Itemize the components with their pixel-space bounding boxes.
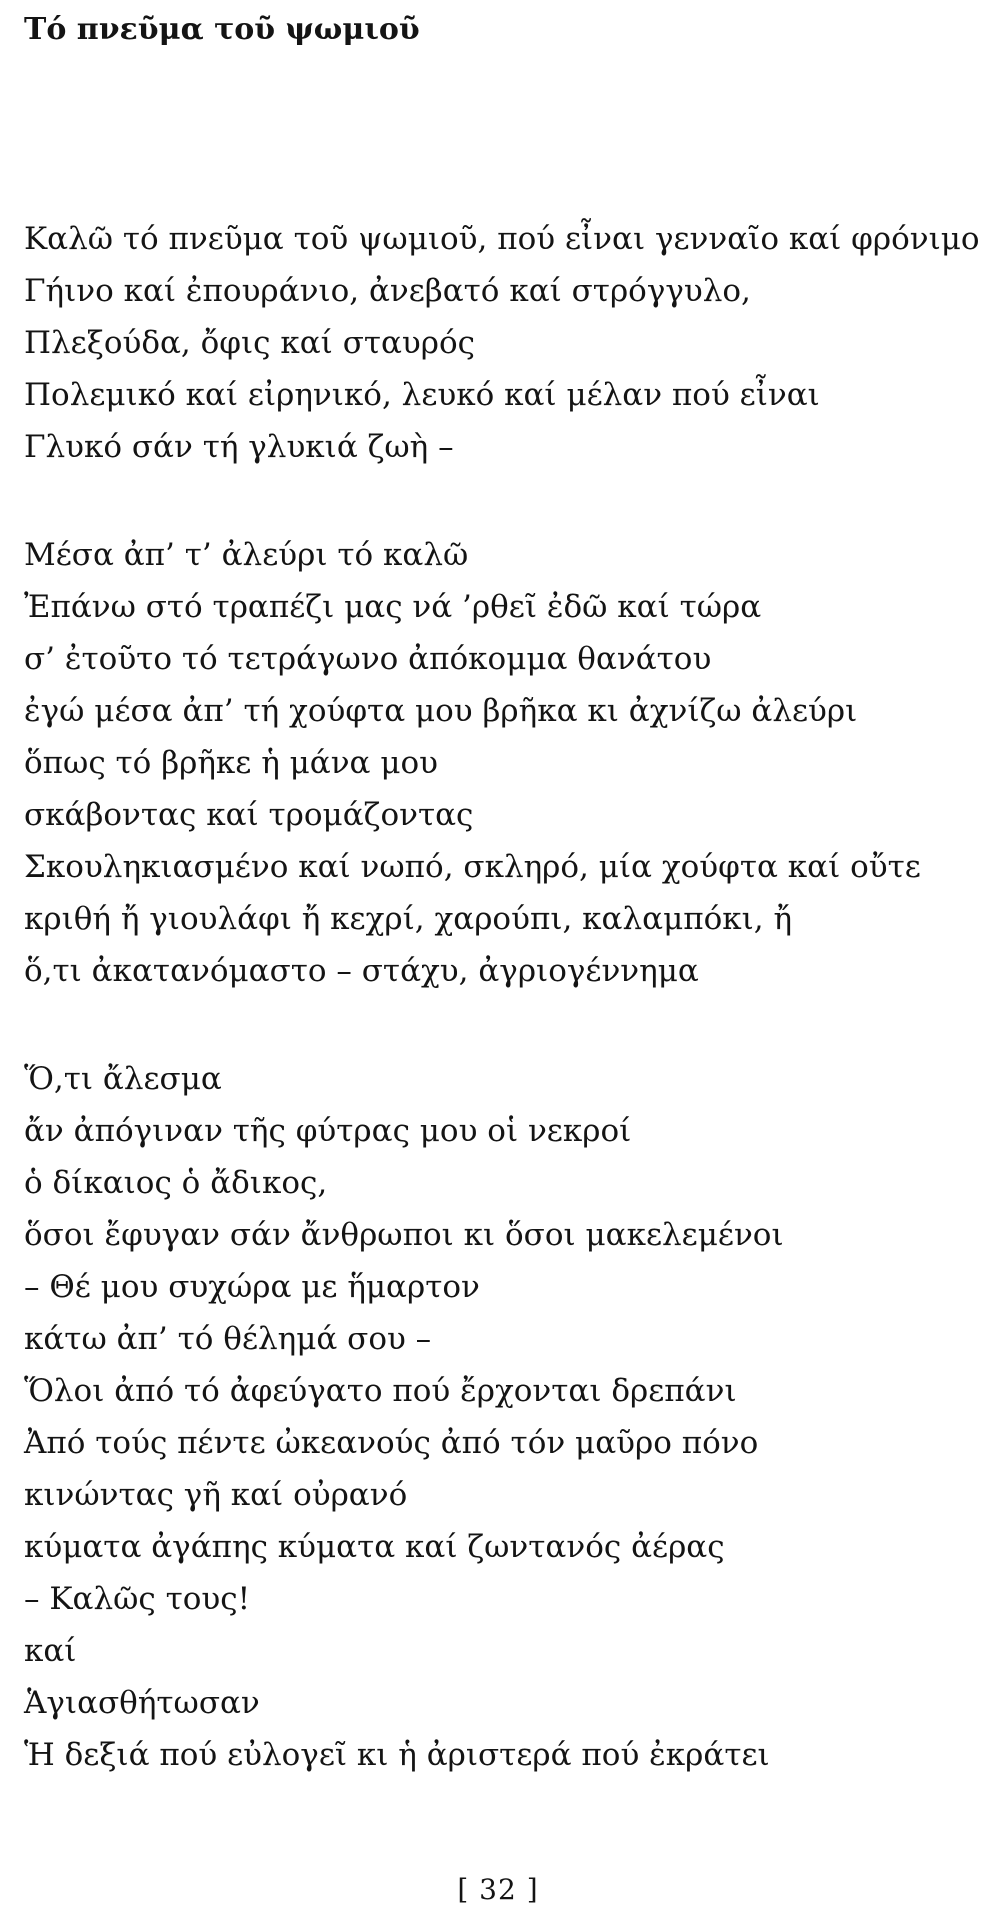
poem-line: ἄν ἀπόγιναν τῆς φύτρας μου οἱ νεκροί (24, 1113, 632, 1149)
poem-line: κινώντας γῆ καί οὐρανό (24, 1477, 408, 1513)
poem-line: σ’ ἐτοῦτο τό τετράγωνο ἀπόκομμα θανάτου (24, 641, 712, 677)
poem-line: Ὅλοι ἀπό τό ἀφεύγατο πού ἔρχονται δρεπάνι (24, 1373, 737, 1409)
poem-line: Ἡ δεξιά πού εὐλογεῖ κι ἡ ἀριστερά πού ἐκράτει (24, 1737, 770, 1773)
stanza-1 (24, 213, 980, 473)
poem-line: Ἀπό τούς πέντε ὠκεανούς ἀπό τόν μαῦρο πόνο (24, 1425, 759, 1461)
poem-line: ὅπως τό βρῆκε ἡ μάνα μου (24, 745, 439, 781)
poem-line: Σκουληκιασμένο καί νωπό, σκληρό, μία χούφτα καί οὔτε (24, 849, 921, 885)
poem-title: Τό πνεῦμα τοῦ ψωμιοῦ (24, 12, 420, 47)
poem-line: Γήινο καί ἐπουράνιο, ἀνεβατό καί στρόγγυλο, (24, 273, 751, 309)
poem-line: κύματα ἀγάπης κύματα καί ζωντανός ἀέρας (24, 1529, 725, 1565)
poem-line: – Καλῶς τους! (24, 1581, 251, 1617)
poem-line: ἐγώ μέσα ἀπ’ τή χούφτα μου βρῆκα κι ἀχνίζω ἀλεύρι (24, 693, 858, 729)
poem-line: ὁ δίκαιος ὁ ἄδικος, (24, 1165, 328, 1201)
stanza-2 (24, 529, 921, 997)
poem-line: Πλεξούδα, ὄφις καί σταυρός (24, 325, 476, 361)
poem-line: κριθή ἤ γιουλάφι ἤ κεχρί, χαρούπι, καλαμπόκι, ἤ (24, 901, 793, 937)
poem-line: Πολεμικό καί εἰρηνικό, λευκό καί μέλαν πού εἶναι (24, 377, 820, 413)
poem-line: κάτω ἀπ’ τό θέλημά σου – (24, 1321, 432, 1357)
poem-line: Καλῶ τό πνεῦμα τοῦ ψωμιοῦ, πού εἶναι γενναῖο καί φρόνιμο (24, 221, 980, 257)
poem-line: – Θέ μου συχώρα με ἥμαρτον (24, 1269, 480, 1305)
poem-line: καί (24, 1633, 77, 1669)
poem-line: Γλυκό σάν τή γλυκιά ζωὴ – (24, 429, 454, 465)
poem-line: Ὅ,τι ἄλεσμα (24, 1061, 222, 1097)
poem-line: ὅ,τι ἀκατανόμαστο – στάχυ, ἀγριογέννημα (24, 953, 699, 989)
poem-line: Μέσα ἀπ’ τ’ ἀλεύρι τό καλῶ (24, 537, 469, 573)
poem-line: σκάβοντας καί τρομάζοντας (24, 797, 474, 833)
page-number: [ 32 ] (457, 1873, 539, 1906)
poem-line: Ἐπάνω στό τραπέζι μας νά ’ρθεῖ ἐδῶ καί τώρα (24, 589, 762, 625)
poem-line: ὅσοι ἔφυγαν σάν ἄνθρωποι κι ὅσοι μακελεμένοι (24, 1217, 784, 1253)
stanza-3 (24, 1053, 784, 1781)
poem-line: Ἁγιασθήτωσαν (24, 1685, 260, 1721)
